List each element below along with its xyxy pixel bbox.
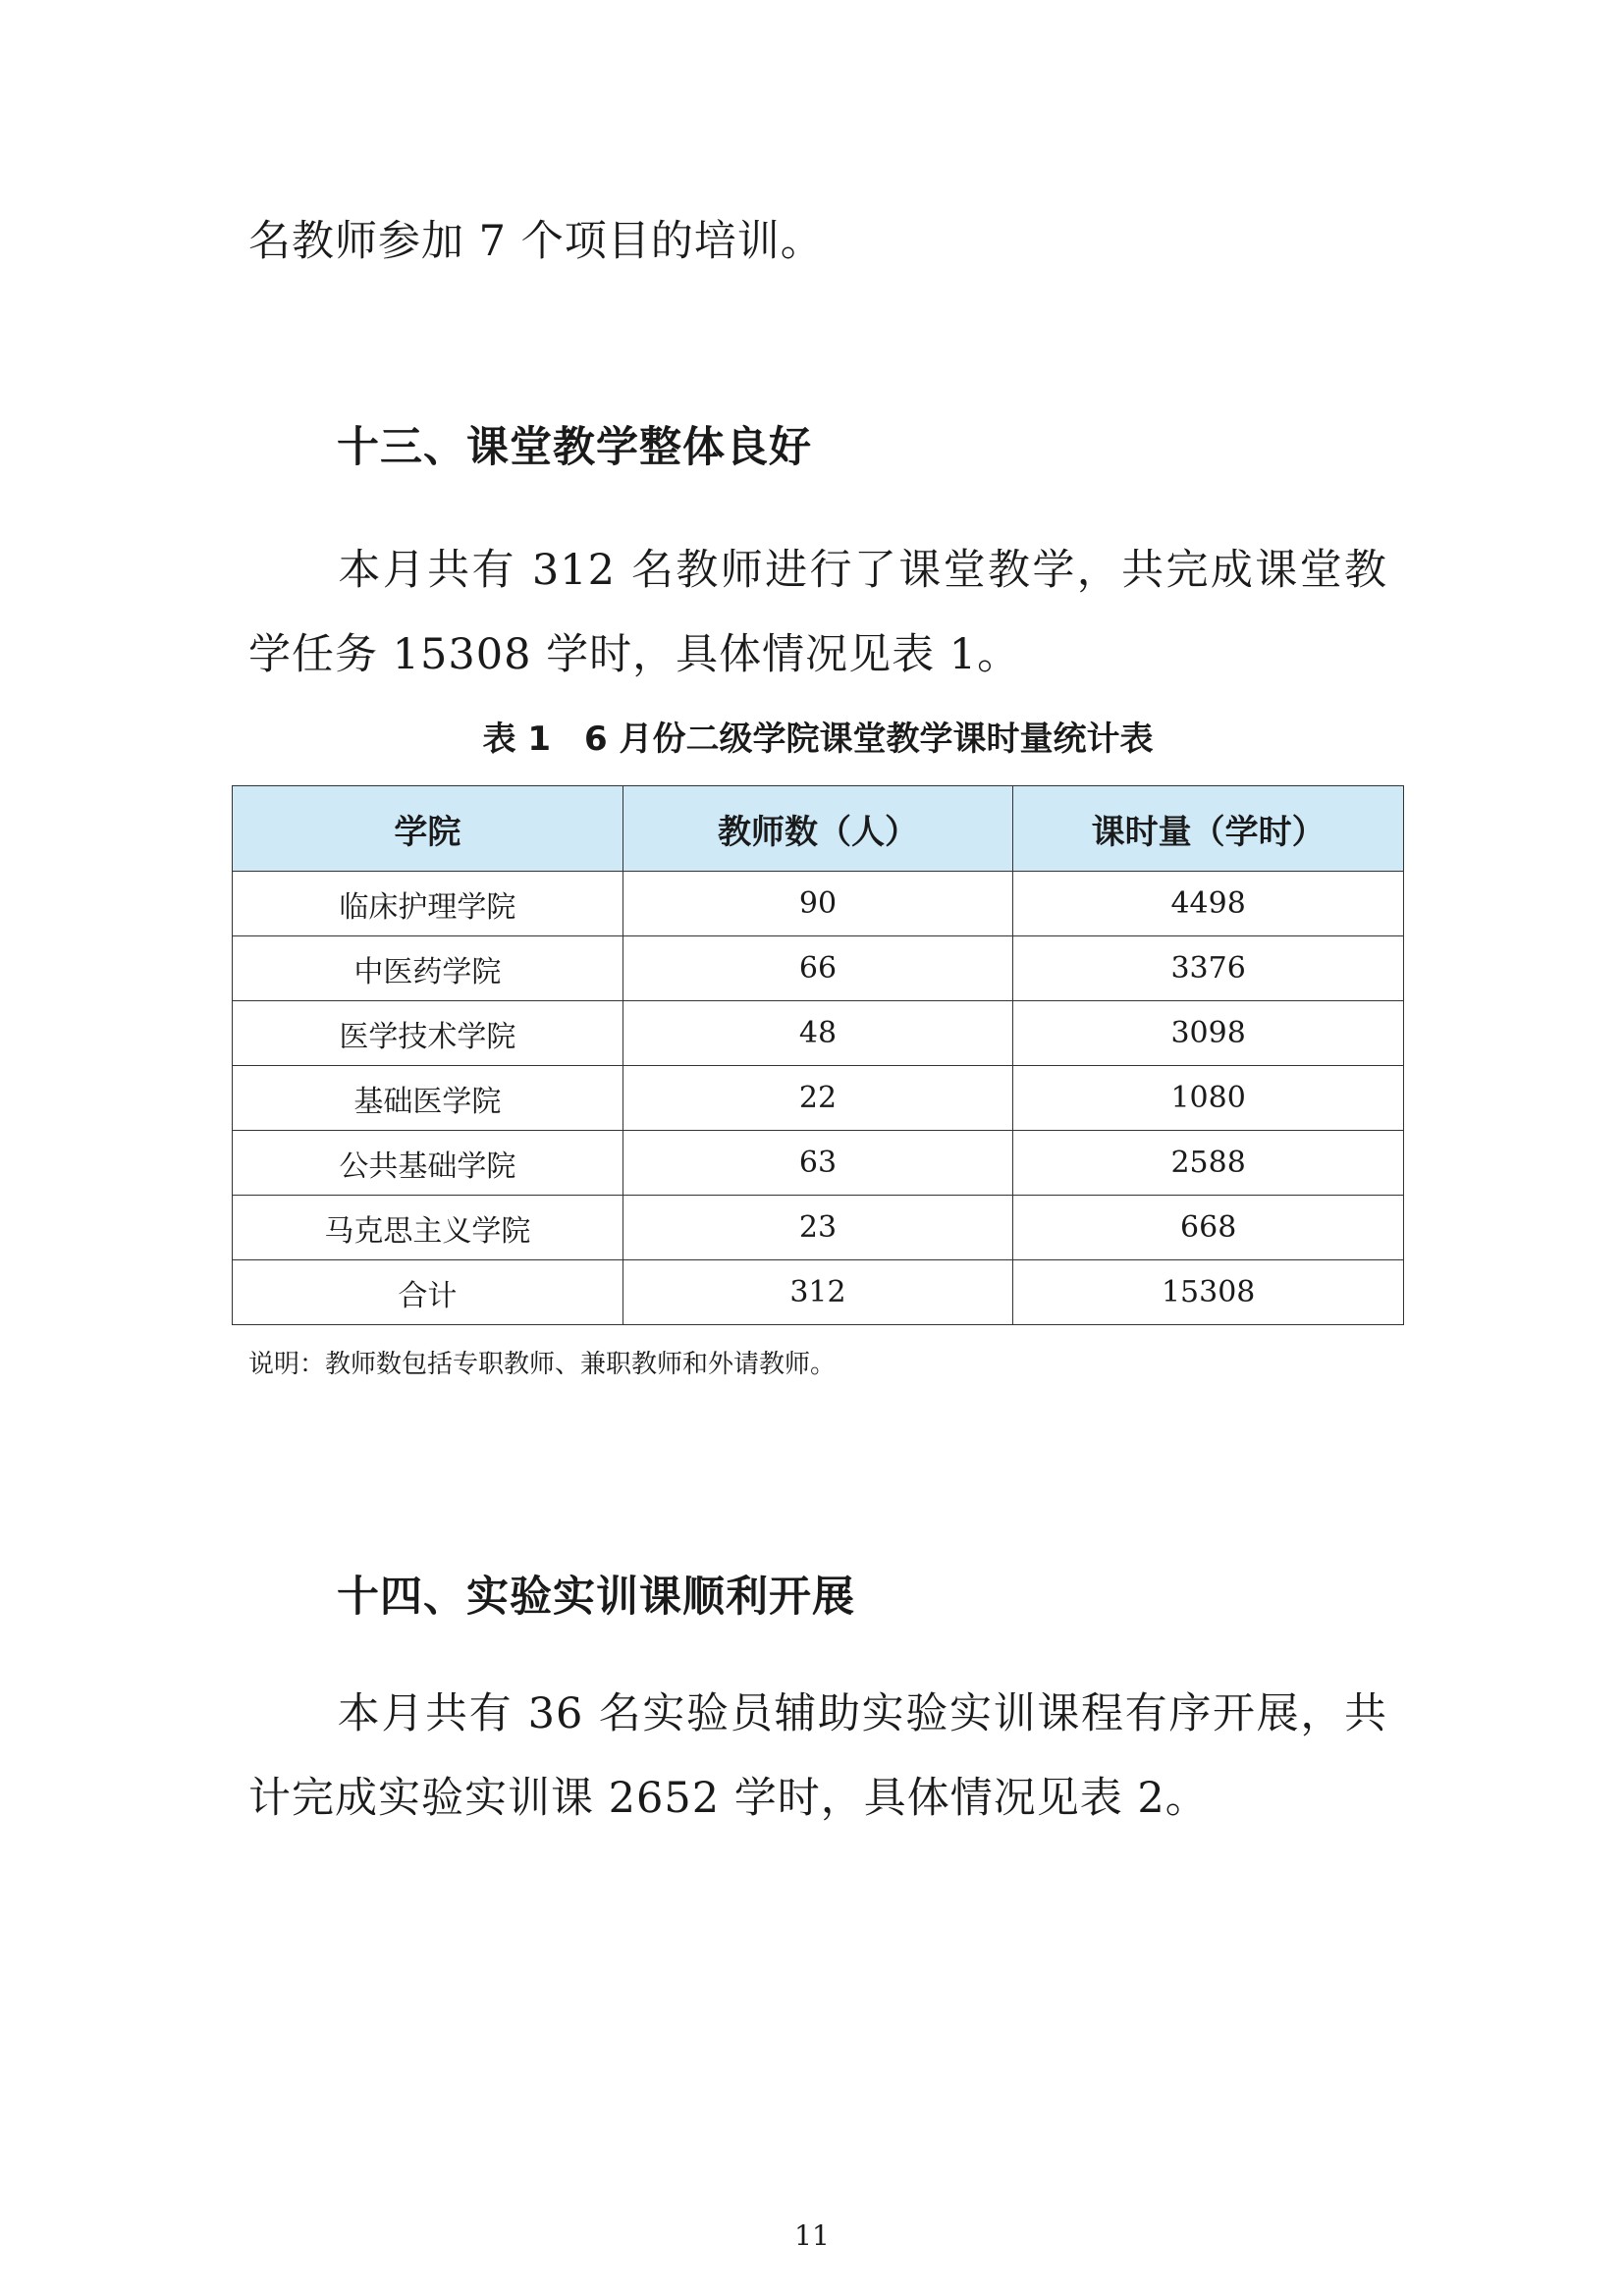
cell-college: 医学技术学院 bbox=[233, 1001, 623, 1066]
table-row bbox=[233, 1066, 1404, 1131]
cell-class-hours: 1080 bbox=[1013, 1066, 1404, 1131]
cell-college: 基础医学院 bbox=[233, 1066, 623, 1131]
section-14-body: 本月共有 36 名实验员辅助实验实训课程有序开展，共计完成实验实训课 2652 学时，具体情况见表 2。 bbox=[248, 1689, 1387, 1823]
page-number: 11 bbox=[794, 2219, 830, 2252]
table-row bbox=[233, 1001, 1404, 1066]
continuation-paragraph bbox=[248, 199, 1387, 284]
cell-teacher-count: 48 bbox=[623, 1001, 1013, 1066]
table-header-row bbox=[233, 786, 1404, 872]
cell-class-hours: 3376 bbox=[1013, 936, 1404, 1001]
cell-teacher-count: 22 bbox=[623, 1066, 1013, 1131]
cell-teacher-count: 66 bbox=[623, 936, 1013, 1001]
table-1-caption: 表 1 6 月份二级学院课堂教学课时量统计表 bbox=[482, 720, 1154, 759]
cell-college: 临床护理学院 bbox=[233, 872, 623, 936]
cell-college: 公共基础学院 bbox=[233, 1131, 623, 1196]
continuation-text: 名教师参加 7 个项目的培训。 bbox=[248, 217, 824, 266]
cell-college: 马克思主义学院 bbox=[233, 1196, 623, 1260]
cell-college: 中医药学院 bbox=[233, 936, 623, 1001]
header-teacher-count: 教师数（人） bbox=[623, 786, 1013, 872]
table-total-row bbox=[233, 1260, 1404, 1325]
table-1-note: 说明：教师数包括专职教师、兼职教师和外请教师。 bbox=[248, 1350, 837, 1379]
cell-total-teachers: 312 bbox=[623, 1260, 1013, 1325]
header-class-hours: 课时量（学时） bbox=[1013, 786, 1404, 872]
cell-total-label: 合计 bbox=[233, 1260, 623, 1325]
table-row bbox=[233, 872, 1404, 936]
cell-teacher-count: 23 bbox=[623, 1196, 1013, 1260]
section-14-heading: 十四、实验实训课顺利开展 bbox=[337, 1573, 855, 1622]
cell-class-hours: 3098 bbox=[1013, 1001, 1404, 1066]
cell-teacher-count: 63 bbox=[623, 1131, 1013, 1196]
cell-class-hours: 2588 bbox=[1013, 1131, 1404, 1196]
table-row bbox=[233, 1131, 1404, 1196]
cell-teacher-count: 90 bbox=[623, 872, 1013, 936]
cell-class-hours: 4498 bbox=[1013, 872, 1404, 936]
table-1 bbox=[232, 785, 1404, 1325]
cell-total-hours: 15308 bbox=[1013, 1260, 1404, 1325]
table-row bbox=[233, 1196, 1404, 1260]
section-13-body: 本月共有 312 名教师进行了课堂教学，共完成课堂教学任务 15308 学时，具体情况见表 1。 bbox=[248, 546, 1387, 679]
cell-class-hours: 668 bbox=[1013, 1196, 1404, 1260]
section-14-paragraph bbox=[248, 1672, 1387, 1841]
section-13-paragraph bbox=[248, 528, 1387, 697]
table-row bbox=[233, 936, 1404, 1001]
header-college: 学院 bbox=[233, 786, 623, 872]
section-13-heading: 十三、课堂教学整体良好 bbox=[337, 423, 812, 472]
